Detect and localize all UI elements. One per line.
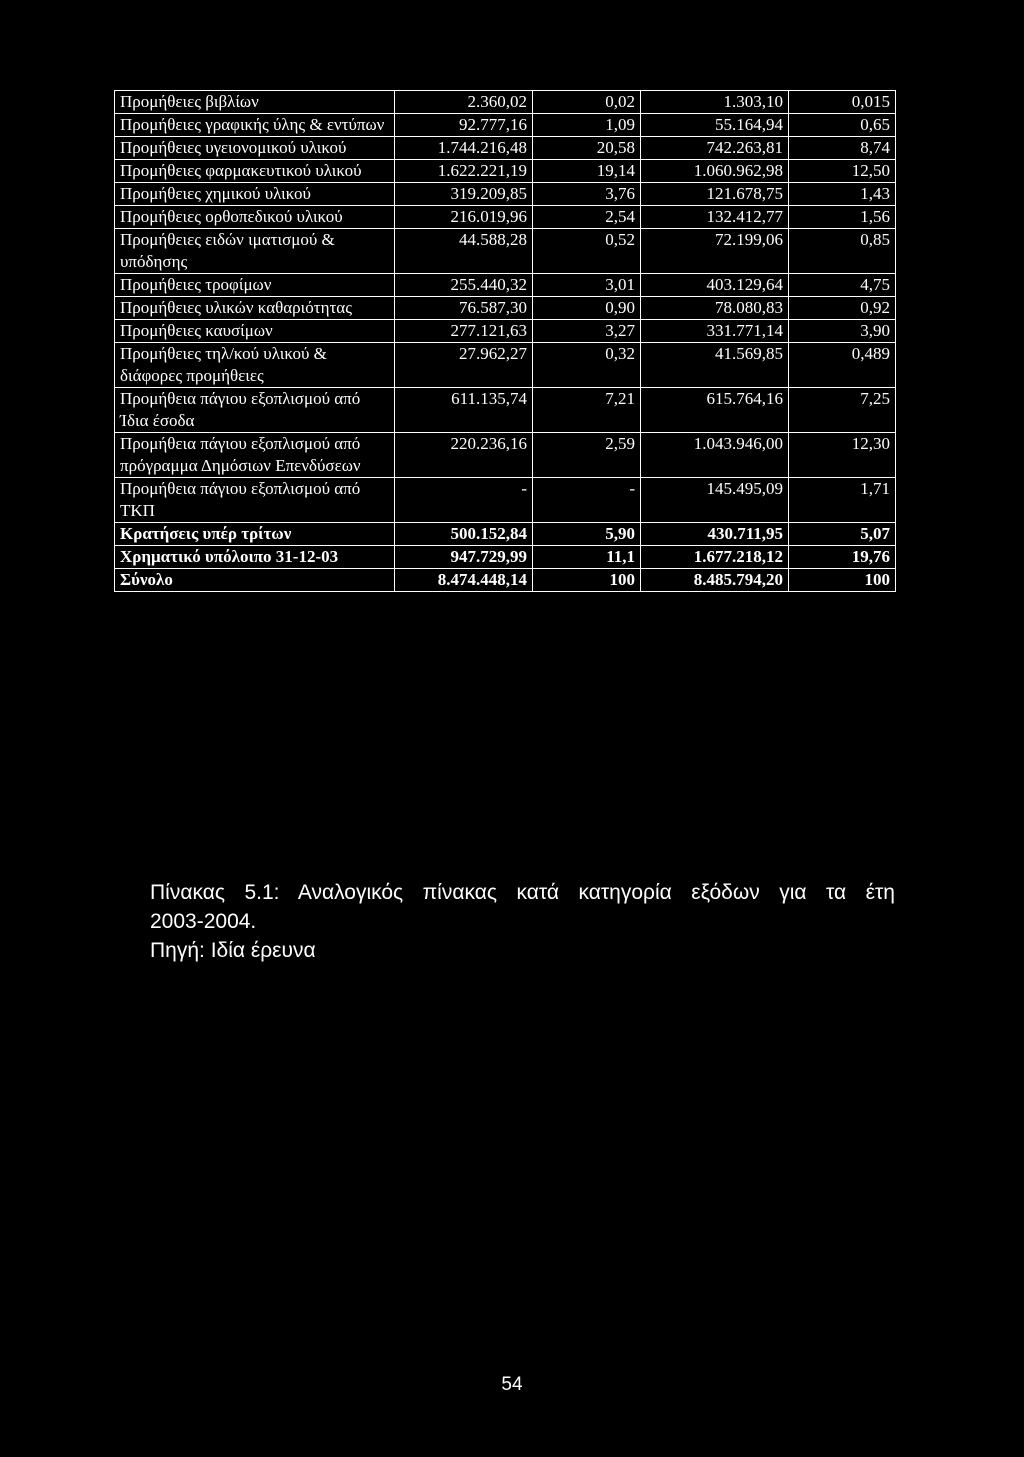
percent-2004-cell: 1,43	[789, 183, 896, 206]
table-row	[115, 343, 896, 388]
percent-2003-cell: 3,76	[533, 183, 641, 206]
category-cell: Προμήθειες βιβλίων	[115, 91, 395, 114]
table-row	[115, 229, 896, 274]
caption-source: Πηγή: Ιδία έρευνα	[150, 939, 316, 962]
percent-2003-cell: -	[533, 478, 641, 523]
percent-2004-cell: 0,489	[789, 343, 896, 388]
amount-2003-cell: 1.744.216,48	[395, 137, 533, 160]
amount-2004-cell: 430.711,95	[641, 523, 789, 546]
amount-2003-cell: 27.962,27	[395, 343, 533, 388]
category-cell: Προμήθειες γραφικής ύλης & εντύπων	[115, 114, 395, 137]
table-row	[115, 206, 896, 229]
amount-2003-cell: 319.209,85	[395, 183, 533, 206]
amount-2003-cell: 255.440,32	[395, 274, 533, 297]
table-row	[115, 297, 896, 320]
amount-2004-cell: 1.677.218,12	[641, 546, 789, 569]
amount-2004-cell: 403.129,64	[641, 274, 789, 297]
percent-2003-cell: 0,52	[533, 229, 641, 274]
category-cell: Προμήθειες υλικών καθαριότητας	[115, 297, 395, 320]
amount-2004-cell: 615.764,16	[641, 388, 789, 433]
caption-title: Πίνακας 5.1: Αναλογικός πίνακας κατά κατηγορία εξόδων για τα έτη	[150, 881, 895, 904]
amount-2003-cell: 1.622.221,19	[395, 160, 533, 183]
amount-2004-cell: 72.199,06	[641, 229, 789, 274]
table-row	[115, 91, 896, 114]
percent-2003-cell: 5,90	[533, 523, 641, 546]
category-cell: Προμήθειες υγειονομικού υλικού	[115, 137, 395, 160]
percent-2004-cell: 0,92	[789, 297, 896, 320]
percent-2003-cell: 0,90	[533, 297, 641, 320]
percent-2004-cell: 12,30	[789, 433, 896, 478]
category-cell: Προμήθεια πάγιου εξοπλισμού από πρόγραμμα Δημόσιων Επενδύσεων	[115, 433, 395, 478]
amount-2004-cell: 742.263,81	[641, 137, 789, 160]
amount-2003-cell: 8.474.448,14	[395, 569, 533, 592]
amount-2004-cell: 132.412,77	[641, 206, 789, 229]
amount-2003-cell: 277.121,63	[395, 320, 533, 343]
category-cell: Κρατήσεις υπέρ τρίτων	[115, 523, 395, 546]
percent-2004-cell: 100	[789, 569, 896, 592]
percent-2004-cell: 0,65	[789, 114, 896, 137]
category-cell: Σύνολο	[115, 569, 395, 592]
amount-2004-cell: 145.495,09	[641, 478, 789, 523]
table-row	[115, 320, 896, 343]
percent-2004-cell: 4,75	[789, 274, 896, 297]
amount-2003-cell: 500.152,84	[395, 523, 533, 546]
percent-2003-cell: 3,01	[533, 274, 641, 297]
table-row	[115, 183, 896, 206]
percent-2004-cell: 12,50	[789, 160, 896, 183]
amount-2003-cell: 2.360,02	[395, 91, 533, 114]
percent-2004-cell: 1,56	[789, 206, 896, 229]
category-cell: Προμήθειες ειδών ιματισμού & υπόδησης	[115, 229, 395, 274]
table-row	[115, 274, 896, 297]
percent-2003-cell: 3,27	[533, 320, 641, 343]
amount-2003-cell: 220.236,16	[395, 433, 533, 478]
category-cell: Προμήθειες τηλ/κού υλικού & διάφορες προμήθειες	[115, 343, 395, 388]
table-row	[115, 546, 896, 569]
amount-2004-cell: 78.080,83	[641, 297, 789, 320]
amount-2004-cell: 1.303,10	[641, 91, 789, 114]
category-cell: Προμήθειες καυσίμων	[115, 320, 395, 343]
expense-table	[114, 90, 896, 592]
percent-2004-cell: 5,07	[789, 523, 896, 546]
amount-2003-cell: -	[395, 478, 533, 523]
amount-2004-cell: 41.569,85	[641, 343, 789, 388]
category-cell: Προμήθειες ορθοπεδικού υλικού	[115, 206, 395, 229]
table-row	[115, 523, 896, 546]
amount-2004-cell: 331.771,14	[641, 320, 789, 343]
table-row	[115, 114, 896, 137]
amount-2004-cell: 8.485.794,20	[641, 569, 789, 592]
category-cell: Προμήθεια πάγιου εξοπλισμού από Ίδια έσοδα	[115, 388, 395, 433]
table-row	[115, 160, 896, 183]
table-caption	[150, 878, 895, 965]
category-cell: Προμήθειες φαρμακευτικού υλικού	[115, 160, 395, 183]
amount-2004-cell: 55.164,94	[641, 114, 789, 137]
amount-2004-cell: 121.678,75	[641, 183, 789, 206]
amount-2003-cell: 44.588,28	[395, 229, 533, 274]
amount-2003-cell: 216.019,96	[395, 206, 533, 229]
amount-2003-cell: 76.587,30	[395, 297, 533, 320]
table-row	[115, 388, 896, 433]
percent-2003-cell: 7,21	[533, 388, 641, 433]
amount-2003-cell: 92.777,16	[395, 114, 533, 137]
table-row	[115, 569, 896, 592]
percent-2003-cell: 19,14	[533, 160, 641, 183]
percent-2004-cell: 19,76	[789, 546, 896, 569]
percent-2003-cell: 0,02	[533, 91, 641, 114]
percent-2003-cell: 2,59	[533, 433, 641, 478]
percent-2004-cell: 8,74	[789, 137, 896, 160]
percent-2004-cell: 0,015	[789, 91, 896, 114]
amount-2004-cell: 1.060.962,98	[641, 160, 789, 183]
table-row	[115, 137, 896, 160]
category-cell: Χρηματικό υπόλοιπο 31-12-03	[115, 546, 395, 569]
table-row	[115, 478, 896, 523]
percent-2003-cell: 11,1	[533, 546, 641, 569]
percent-2003-cell: 0,32	[533, 343, 641, 388]
category-cell: Προμήθειες χημικού υλικού	[115, 183, 395, 206]
percent-2004-cell: 1,71	[789, 478, 896, 523]
percent-2003-cell: 20,58	[533, 137, 641, 160]
percent-2004-cell: 7,25	[789, 388, 896, 433]
amount-2003-cell: 947.729,99	[395, 546, 533, 569]
percent-2003-cell: 1,09	[533, 114, 641, 137]
percent-2003-cell: 100	[533, 569, 641, 592]
percent-2003-cell: 2,54	[533, 206, 641, 229]
percent-2004-cell: 3,90	[789, 320, 896, 343]
category-cell: Προμήθειες τροφίμων	[115, 274, 395, 297]
expense-table-body	[115, 91, 896, 592]
caption-years: 2003-2004.	[150, 910, 257, 933]
category-cell: Προμήθεια πάγιου εξοπλισμού από ΤΚΠ	[115, 478, 395, 523]
table-row	[115, 433, 896, 478]
page-number: 54	[501, 1374, 523, 1395]
amount-2004-cell: 1.043.946,00	[641, 433, 789, 478]
amount-2003-cell: 611.135,74	[395, 388, 533, 433]
percent-2004-cell: 0,85	[789, 229, 896, 274]
